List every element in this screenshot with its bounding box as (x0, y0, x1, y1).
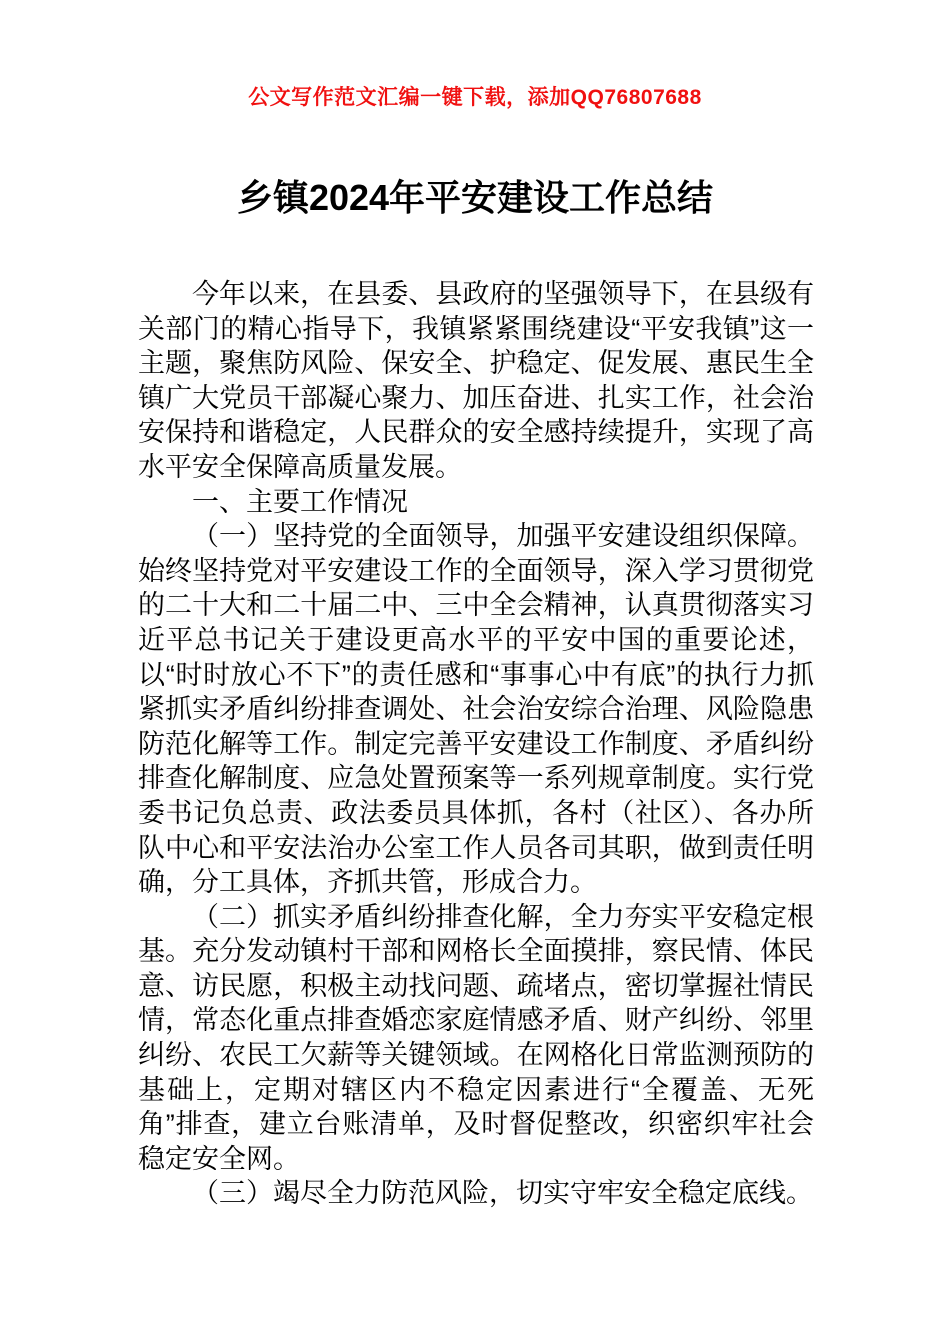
paragraph-intro: 今年以来，在县委、县政府的坚强领导下，在县级有关部门的精心指导下，我镇紧紧围绕建设“平安我镇”这一主题，聚焦防风险、保安全、护稳定、促发展、惠民生全镇广大党员干部凝心聚力、加压奋进、扎实工作，社会治安保持和谐稳定，人民群众的安全感持续提升，实现了高水平安全保障高质量发展。 (138, 279, 814, 482)
paragraph-item-2: （二）抓实矛盾纠纷排查化解，全力夯实平安稳定根基。充分发动镇村干部和网格长全面摸排，察民情、体民意、访民愿，积极主动找问题、疏堵点，密切掌握社情民情，常态化重点排查婚恋家庭情感矛盾、财产纠纷、邻里纠纷、农民工欠薪等关键领域。在网格化日常监测预防的基础上，定期对辖区内不稳定因素进行“全覆盖、无死角”排查，建立台账清单，及时督促整改，织密织牢社会稳定安全网。 (138, 901, 814, 1174)
document-title: 乡镇2024年平安建设工作总结 (236, 177, 714, 218)
paragraph-item-1: （一）坚持党的全面领导，加强平安建设组织保障。始终坚持党对平安建设工作的全面领导，深入学习贯彻党的二十大和二十届二中、三中全会精神，认真贯彻落实习近平总书记关于建设更高水平的平安中国的重要论述，以“时时放心不下”的责任感和“事事心中有底”的执行力抓紧抓实矛盾纠纷排查调处、社会治安综合治理、风险隐患防范化解等工作。制定完善平安建设工作制度、矛盾纠纷排查化解制度、应急处置预案等一系列规章制度。实行党委书记负总责、政法委员具体抓，各村（社区）、各办所队中心和平安法治办公室工作人员各司其职，做到责任明确，分工具体，齐抓共管，形成合力。 (138, 521, 814, 898)
section-heading-main-work: 一、主要工作情况 (192, 486, 408, 517)
promo-line: 公文写作范文汇编一键下载，添加QQ76807688 (248, 86, 702, 109)
paragraph-item-3: （三）竭尽全力防范风险，切实守牢安全稳定底线。 (192, 1178, 813, 1209)
document-body (138, 277, 814, 1211)
